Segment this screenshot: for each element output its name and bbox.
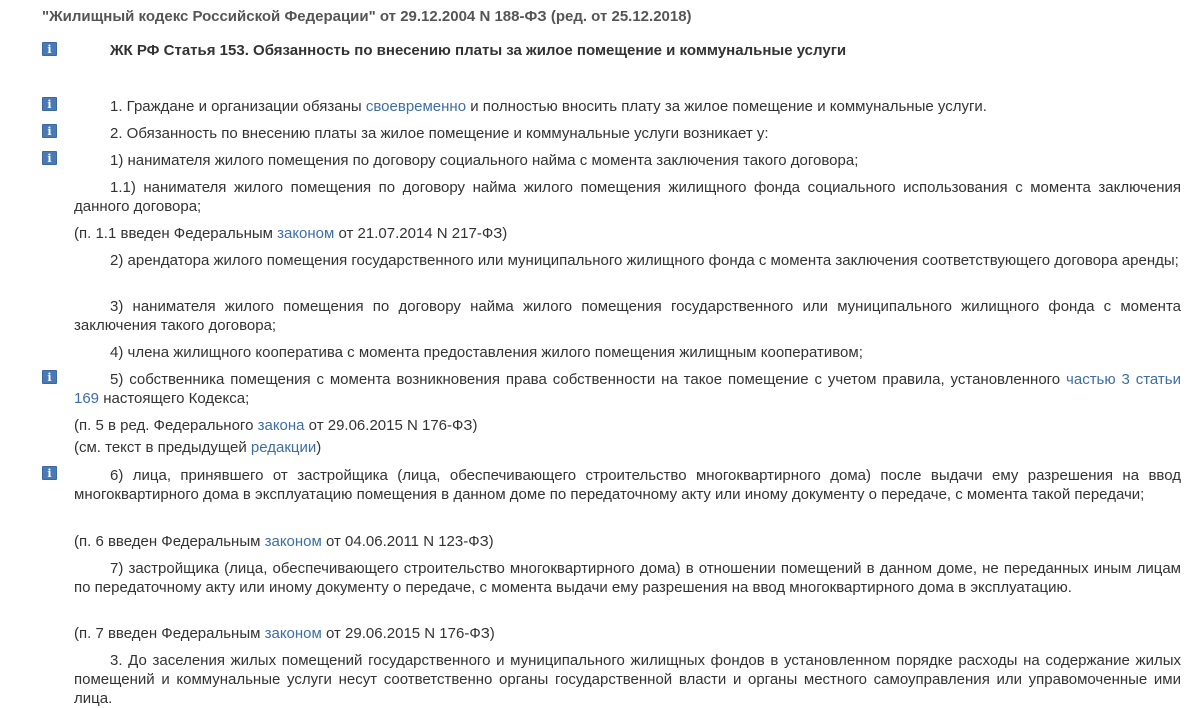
item-2-1: 1) нанимателя жилого помещения по договору социального найма с момента заключения такого договора; [110, 152, 859, 169]
item-2-7: 7) застройщика (лица, обеспечивающего строительство многоквартирного дома) в отношении помещений в данном доме, не переданных иным лицам по передаточному акту или иному документу о передаче, с момента выдачи ему разрешения на ввод многоквартирного дома в эксплуатацию. [74, 560, 1181, 596]
info-icon[interactable]: i [42, 370, 57, 384]
amendment-note-3: (п. 6 введен Федеральным законом от 04.06.2011 N 123-ФЗ) [74, 533, 494, 550]
link-law-176-b[interactable]: законом [264, 625, 322, 642]
info-icon[interactable]: i [42, 124, 57, 138]
amendment-note-2: (п. 5 в ред. Федерального закона от 29.06.2015 N 176-ФЗ) [74, 417, 478, 434]
amendment-note-1: (п. 1.1 введен Федеральным законом от 21.07.2014 N 217-ФЗ) [74, 225, 508, 242]
info-icon[interactable]: i [42, 97, 57, 111]
link-law-123[interactable]: законом [264, 533, 322, 550]
item-2-4: 4) члена жилищного кооператива с момента предоставления жилого помещения жилищным кооперативом; [110, 344, 863, 361]
link-law-176[interactable]: закона [257, 417, 305, 434]
item-2-6: 6) лица, принявшего от застройщика (лица, обеспечивающего строительство многоквартирного дома) после выдачи ему разрешения на ввод многоквартирного дома в эксплуатацию помещения в данном доме по передаточному акту или иному документу о передаче, с момента такой передачи; [74, 467, 1181, 503]
article-title: ЖК РФ Статья 153. Обязанность по внесению платы за жилое помещение и коммунальные услуги [110, 42, 847, 59]
link-previous-edition[interactable]: редакции [250, 439, 317, 456]
info-icon[interactable]: i [42, 151, 57, 165]
info-icon[interactable]: i [42, 466, 57, 480]
link-law-217[interactable]: законом [277, 225, 335, 242]
link-timely[interactable]: своевременно [365, 98, 467, 115]
item-2-5: 5) собственника помещения с момента возникновения права собственности на такое помещение с учетом правила, установленного частью 3 статьи 169 настоящего Кодекса; [74, 371, 1181, 407]
paragraph-3: 3. До заселения жилых помещений государственного и муниципального жилищных фондов в установленном порядке расходы на содержание жилых помещений и коммунальные услуги несут соответственно органы государственной власти и органы местного самоуправления или управомоченные ими лица. [74, 652, 1181, 707]
paragraph-2: 2. Обязанность по внесению платы за жилое помещение и коммунальные услуги возникает у: [110, 125, 769, 142]
link-part-3-article-169[interactable]: частью 3 статьи 169 [74, 371, 1181, 407]
previous-edition-note: (см. текст в предыдущей редакции) [74, 439, 322, 456]
amendment-note-4: (п. 7 введен Федеральным законом от 29.06.2015 N 176-ФЗ) [74, 625, 495, 642]
item-2-1-1: 1.1) нанимателя жилого помещения по договору найма жилого помещения жилищного фонда социального использования с момента заключения данного договора; [74, 179, 1181, 215]
paragraph-1: 1. Граждане и организации обязаны своевременно и полностью вносить плату за жилое помещение и коммунальные услуги. [110, 98, 987, 115]
info-icon[interactable]: i [42, 42, 57, 56]
item-2-3: 3) нанимателя жилого помещения по договору найма жилого помещения государственного или муниципального жилищного фонда с момента заключения такого договора; [74, 298, 1181, 334]
document-title: "Жилищный кодекс Российской Федерации" от 29.12.2004 N 188-ФЗ (ред. от 25.12.2018) [42, 8, 692, 25]
item-2-2: 2) арендатора жилого помещения государственного или муниципального жилищного фонда с момента заключения соответствующего договора аренды; [110, 252, 1179, 269]
